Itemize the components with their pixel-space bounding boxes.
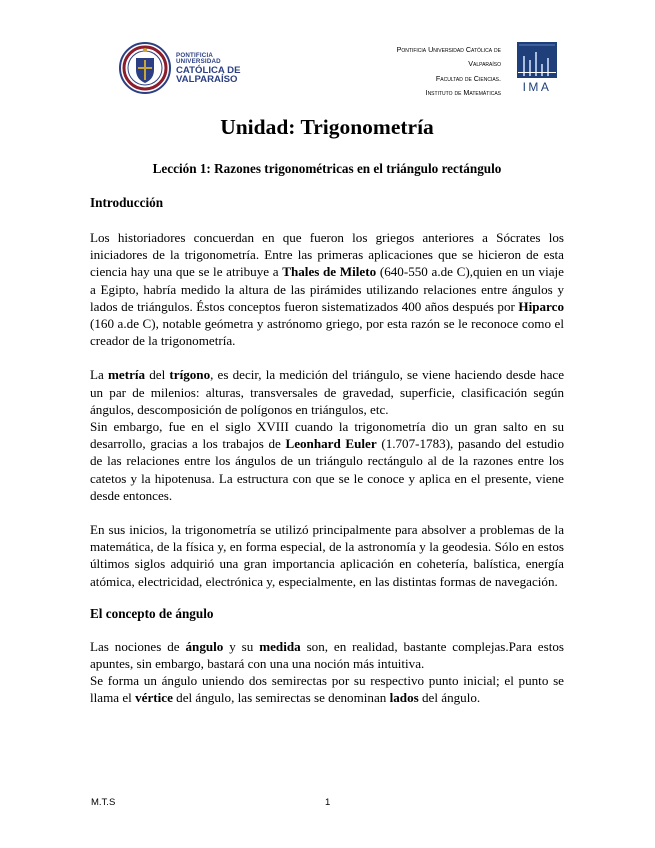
logo-line-2: UNIVERSIDAD [176,58,221,66]
paragraph-metria: La metría del trígono, es decir, la medición del triángulo, se viene haciendo desde hace un par de milenios: alturas, transversales de gravedad, superficie, clasificación según ángulos, descomposición de polígonos en triángulos, etc. [90,367,565,417]
logo-line-3: CATÓLICA DE [176,64,241,76]
university-seal-icon [118,40,172,96]
page-header [0,0,655,110]
paragraph-applications: En sus inicios, la trigonometría se utilizó principalmente para absolver a problemas de la matemática, de la física y, en forma especial, de la astronomía y la geodesia. Sólo en estos últimos siglos adquirió una gran importancia aplicación en cohetería, balística, energía atómica, electricidad, electrónica y, especialmente, en las distintas formas de navegación. [90,522,564,589]
footer-author: M.T.S [91,797,116,808]
logo-line-1: PONTIFICIA [176,52,214,59]
institution-line-1: Pontificia Universidad Católica de [396,45,501,54]
ima-logo-text: IMA [522,80,552,94]
paragraph-euler: Sin embargo, fue en el siglo XVIII cuando la trigonometría dio un gran salto en su desarrollo, gracias a los trabajos de Leonhard Euler (1.707-1783), pasando del estudio de las relaciones entre los ángulos de un triángulo rectángulo al de la razones entre los catetos y la hipotenusa. La estructura con que se le conoce y aplica en el presente, viene desde entonces. [90,419,564,503]
logo-line-4: VALPARAÍSO [176,74,238,86]
paragraph-angle-definition: Se forma un ángulo uniendo dos semirectas por su respectivo punto inicial; el punto se llama el vértice del ángulo, las semirectas se denominan lados del ángulo. [90,673,564,706]
angle-concept-heading: El concepto de ángulo [90,605,214,621]
footer-page-number: 1 [325,797,331,808]
paragraph-angle-notion: Las nociones de ángulo y su medida son, en realidad, bastante complejas.Para estos apuntes, sin embargo, bastará con una una noción más intuitiva. [90,638,564,672]
document-body [90,113,564,707]
institution-line-2: Valparaíso [468,59,501,69]
university-name [176,53,241,85]
paragraph-history: Los historiadores concuerdan en que fueron los griegos anteriores a Sócrates los iniciadores de la trigonometría. Entre las primeras aplicaciones que se hicieron de esta ciencia hay una que se le atribuye a Thales de Mileto (640-550 a.de C),quien en un viaje a Egipto, habría medido la altura de las pirámides utilizando relaciones entre ángulos y lados de triángulos. Éstos conceptos fueron sistematizados 400 años después por Hiparco (160 a.de C), notable geómetra y astrónomo griego, por esta razón se le reconoce como el creador de la trigonometría. [90,230,564,349]
institution-line-4: Instituto de Matemáticas [425,88,501,98]
university-logo [118,40,256,100]
institution-line-3: Facultad de Ciencias. [435,73,501,83]
lesson-title: Lección 1: Razones trigonométricas en el triángulo rectángulo [152,161,502,176]
unit-title: Unidad: Trigonometría [220,115,434,139]
introduction-heading: Introducción [90,195,164,210]
institution-block [301,43,501,101]
